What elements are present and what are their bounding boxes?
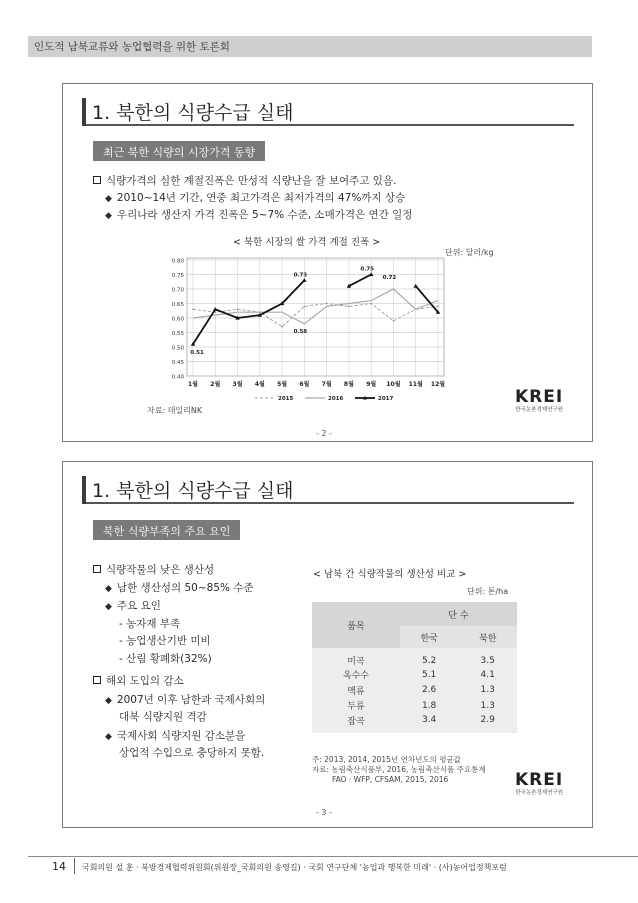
slide-title-text: 1. 북한의 식량수급 실태	[92, 480, 294, 502]
bullet-main: 식량작물의 낮은 생산성	[93, 562, 214, 577]
sub-bullet: ◆ 국제사회 식량지원 감소분을	[105, 730, 246, 742]
y-tick-label: 0.45	[171, 360, 184, 366]
table-cell-south: 5.2	[400, 648, 459, 667]
slide-page-number: - 2 -	[316, 429, 332, 438]
document-header-title: 인도적 남북교류와 농업협력을 위한 토론회	[34, 41, 230, 53]
slide-2	[62, 461, 593, 828]
table-cell-north: 3.5	[458, 648, 517, 667]
sub-bullet: ◆ 주요 요인	[105, 600, 161, 612]
y-tick-label: 0.50	[171, 345, 184, 352]
x-tick-label: 2월	[210, 381, 221, 388]
diamond-icon: ◆	[105, 602, 112, 612]
table-row	[312, 714, 517, 733]
title-accent-bar	[82, 98, 86, 126]
table-note: 주: 2013, 2014, 2015년 연차년도의 평균값	[312, 755, 461, 764]
sub-sub-item: - 산림 황폐화(32%)	[119, 653, 212, 665]
checkbox-square-icon	[93, 176, 101, 184]
sub-bullet-continued: 대북 식량지원 격감	[119, 711, 207, 723]
table-cell-item: 두류	[312, 698, 400, 714]
productivity-table	[312, 602, 517, 733]
table-cell-north: 1.3	[458, 683, 517, 699]
table-caption: < 남북 간 식량작물의 생산성 비교 >	[313, 569, 467, 580]
table-cell-item: 잡곡	[312, 714, 400, 733]
data-label: 0.73	[293, 272, 308, 279]
table-notes	[312, 755, 486, 785]
document-header	[28, 36, 592, 57]
chart-unit: 단위: 달러/kg	[445, 248, 494, 257]
y-tick-label: 0.70	[171, 287, 184, 294]
table-header-item: 품목	[312, 602, 400, 648]
point-2015	[303, 306, 305, 308]
section-heading: 북한 식량부족의 주요 요인	[93, 520, 240, 540]
table-note: FAO · WFP, CFSAM, 2015, 2016	[332, 775, 449, 784]
point-2015	[281, 326, 283, 328]
table-note: 자료: 농림축산식품부, 2016, 농림축산식품 주요통계	[312, 765, 486, 774]
point-2015	[437, 306, 439, 308]
diamond-icon: ◆	[105, 732, 112, 742]
footer-page-number: 14	[52, 860, 66, 873]
krei-logo: KREI 한국농촌경제연구원	[515, 387, 564, 413]
diamond-icon: ◆	[105, 194, 112, 204]
y-tick-label: 0.60	[171, 316, 184, 323]
chart-source: 자료: 데일리NK	[147, 406, 203, 415]
table-header-north: 북한	[458, 626, 517, 648]
x-tick-label: 12월	[430, 381, 446, 388]
slide-1	[62, 83, 593, 442]
slide-page-number: - 3 -	[316, 808, 332, 817]
data-label: 0.58	[293, 328, 308, 335]
table-cell-north: 1.3	[458, 698, 517, 714]
point-2015	[393, 320, 395, 322]
table-row	[312, 698, 517, 714]
sub-sub-item: - 농업생산기반 미비	[119, 635, 211, 647]
table-unit: 단위: 톤/ha	[467, 587, 509, 596]
chart-caption: < 북한 시장의 쌀 가격 계절 진폭 >	[233, 237, 381, 248]
sub-bullet: ◆ 우리나라 생산지 가격 진폭은 5~7% 수준, 소매가격은 연간 일정	[105, 209, 413, 221]
slide-title	[82, 94, 574, 126]
x-tick-label: 11월	[408, 381, 423, 388]
checkbox-square-icon	[93, 565, 101, 573]
point-2015	[348, 306, 350, 308]
table-cell-south: 5.1	[400, 667, 459, 683]
table-cell-south: 3.4	[400, 714, 459, 733]
table-header-south: 한국	[400, 626, 459, 648]
table-row	[312, 683, 517, 699]
table-cell-north: 4.1	[458, 667, 517, 683]
footer-divider	[28, 856, 638, 857]
point-2015	[192, 308, 194, 310]
checkbox-square-icon	[93, 676, 101, 684]
data-label: 0.75	[360, 266, 374, 273]
legend-label: 2017	[378, 396, 394, 402]
x-tick-label: 5월	[277, 381, 288, 388]
y-tick-label: 0.55	[171, 331, 184, 337]
table-cell-item: 미곡	[312, 648, 400, 667]
y-tick-label: 0.40	[171, 374, 184, 381]
y-tick-label: 0.75	[171, 273, 184, 279]
sub-bullet-continued: 상업적 수입으로 충당하지 못함.	[119, 747, 265, 759]
diamond-icon: ◆	[105, 211, 112, 221]
slide-title	[82, 472, 574, 504]
table-cell-south: 2.6	[400, 683, 459, 699]
table-cell-north: 2.9	[458, 714, 517, 733]
data-label: 0.51	[190, 350, 204, 357]
point-2015	[326, 303, 328, 305]
table-cell-item: 맥류	[312, 683, 400, 699]
table-cell-south: 1.8	[400, 698, 459, 714]
x-tick-label: 4월	[254, 381, 265, 388]
point-2015	[237, 308, 239, 310]
table-cell-item: 옥수수	[312, 667, 400, 683]
x-tick-label: 8월	[343, 381, 354, 388]
diamond-icon: ◆	[105, 584, 112, 594]
footer-text: 국회의원 설 훈 · 북방경제협력위원회(위원장_국회의원 송영길) · 국회 연구단체 '농업과 행복한 미래' · (사)농어업정책포럼	[82, 863, 507, 872]
section-heading: 최근 북한 식량의 시장가격 동향	[93, 141, 265, 161]
diamond-icon: ◆	[105, 696, 112, 706]
legend-label: 2016	[328, 396, 344, 402]
title-accent-bar	[82, 476, 86, 504]
x-tick-label: 7월	[321, 381, 332, 388]
table-header-group: 단 수	[400, 602, 517, 626]
sub-bullet: ◆ 2010~14년 기간, 연중 최고가격은 최저가격의 47%까지 상승	[105, 192, 406, 204]
y-tick-label: 0.65	[171, 302, 184, 308]
sub-bullet: ◆ 남한 생산성의 50~85% 수준	[105, 582, 254, 594]
y-tick-label: 0.80	[171, 258, 184, 265]
x-tick-label: 3월	[232, 381, 243, 388]
krei-logo: KREI 한국농촌경제연구원	[515, 770, 564, 796]
bullet-main: 식량가격의 심한 계절진폭은 만성적 식량난을 잘 보여주고 있음.	[93, 173, 396, 188]
footer-separator	[74, 858, 75, 874]
x-tick-label: 1월	[188, 381, 198, 388]
x-tick-label: 9월	[366, 381, 377, 388]
legend-label: 2015	[278, 396, 294, 402]
point-2015	[370, 303, 372, 305]
slide-title-text: 1. 북한의 식량수급 실태	[92, 102, 294, 124]
bullet-main: 해외 도입의 감소	[93, 673, 184, 688]
data-label: 0.72	[382, 275, 397, 282]
plot-area	[187, 258, 444, 376]
rice-price-chart	[163, 254, 448, 409]
x-tick-label: 10월	[386, 381, 401, 388]
x-tick-label: 6월	[299, 381, 310, 388]
table-row	[312, 667, 517, 683]
sub-bullet: ◆ 2007년 이후 남한과 국제사회의	[105, 694, 266, 706]
sub-sub-item: - 농자재 부족	[119, 618, 181, 630]
table-row	[312, 648, 517, 667]
